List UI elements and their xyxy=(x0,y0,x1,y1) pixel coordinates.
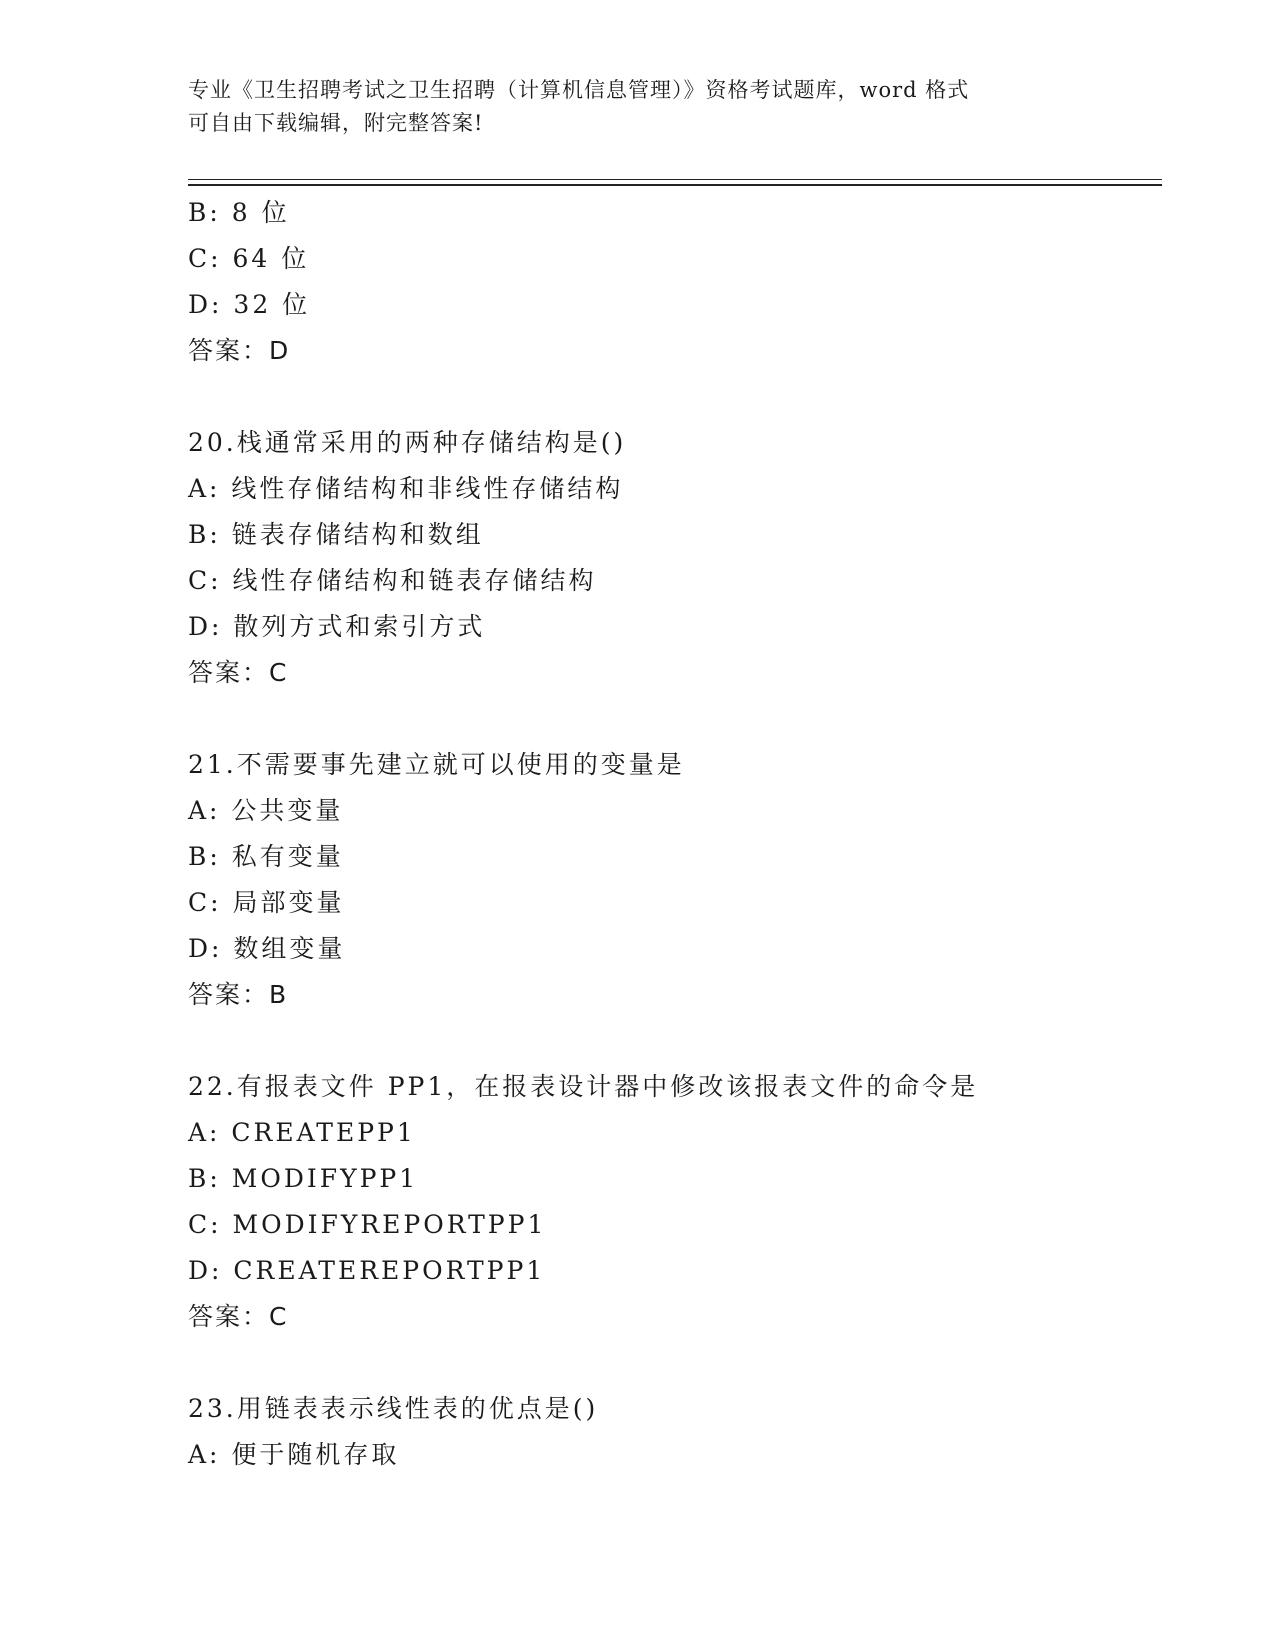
option-c: C: 线性存储结构和链表存储结构 xyxy=(188,566,597,595)
question-title: 23.用链表表示线性表的优点是() xyxy=(188,1394,599,1423)
spacer xyxy=(188,1018,1162,1064)
option-d: D: 数组变量 xyxy=(188,934,346,963)
question-title: 20.栈通常采用的两种存储结构是() xyxy=(188,428,627,457)
option-d: D: 散列方式和索引方式 xyxy=(188,612,486,641)
answer-line: 答案：D xyxy=(188,336,291,365)
option-b: B: 私有变量 xyxy=(188,842,344,871)
header-divider-thin xyxy=(188,179,1162,180)
option-b: B: 链表存储结构和数组 xyxy=(188,520,484,549)
spacer xyxy=(188,696,1162,742)
option-d: D: CREATEREPORTPP1 xyxy=(188,1256,546,1285)
question-title: 22.有报表文件 PP1，在报表设计器中修改该报表文件的命令是 xyxy=(188,1072,979,1101)
question-block-19 xyxy=(188,190,1162,374)
option-c: C: 局部变量 xyxy=(188,888,345,917)
question-title: 21.不需要事先建立就可以使用的变量是 xyxy=(188,750,685,779)
option-a: A: CREATEPP1 xyxy=(188,1118,416,1147)
option-c: C: 64 位 xyxy=(188,244,310,273)
option-c: C: MODIFYREPORTPP1 xyxy=(188,1210,547,1239)
question-block-23 xyxy=(188,1386,1162,1478)
question-block-20 xyxy=(188,420,1162,696)
option-a: A: 公共变量 xyxy=(188,796,344,825)
answer-line: 答案：C xyxy=(188,658,289,687)
answer-line: 答案：B xyxy=(188,980,289,1009)
option-b: B: 8 位 xyxy=(188,198,290,227)
spacer xyxy=(188,374,1162,420)
option-a: A: 便于随机存取 xyxy=(188,1440,400,1469)
header-line-2: 可自由下载编辑，附完整答案! xyxy=(188,111,484,135)
question-block-22 xyxy=(188,1064,1162,1340)
header-line-1: 专业《卫生招聘考试之卫生招聘（计算机信息管理）》资格考试题库，word 格式 xyxy=(188,78,970,102)
option-d: D: 32 位 xyxy=(188,290,311,319)
spacer xyxy=(188,1340,1162,1386)
option-a: A: 线性存储结构和非线性存储结构 xyxy=(188,474,624,503)
question-block-21 xyxy=(188,742,1162,1018)
header-divider-thick xyxy=(188,184,1162,186)
document-header xyxy=(188,74,1068,140)
question-list xyxy=(188,190,1162,1478)
answer-line: 答案：C xyxy=(188,1302,289,1331)
option-b: B: MODIFYPP1 xyxy=(188,1164,419,1193)
